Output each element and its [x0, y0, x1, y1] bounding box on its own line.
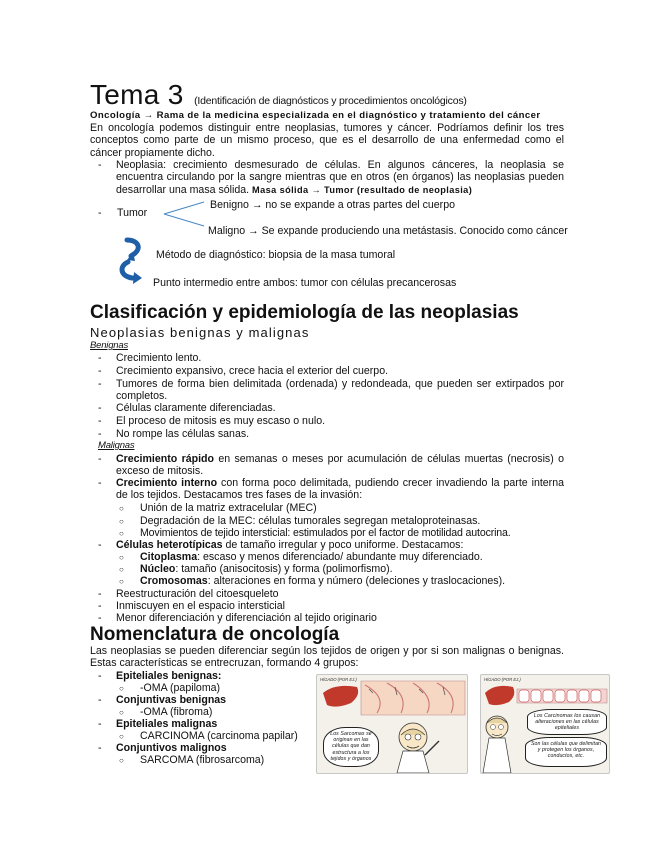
fase-item: Degradación de la MEC: células tumorales segregan metaloproteinasas.	[140, 515, 481, 527]
grupo-name: Epiteliales malignas	[116, 718, 218, 730]
branch-arrows-icon	[160, 198, 208, 230]
carcinoma-speech-bubble-1: Los Carcinomas los causan alteraciones en las células epiteliales	[527, 709, 607, 735]
heterotipicas-text: de tamaño irregular y poco uniforme. Destacamos:	[222, 539, 464, 551]
sarcoma-speech-bubble: Los Sarcomas se originan en las células que dan estructura a los tejidos y órganos	[323, 727, 379, 767]
sub-item	[140, 563, 393, 575]
heterotipicas-bold: Células heterotípicas	[116, 539, 223, 551]
dash-marker: -	[98, 694, 102, 706]
carcinoma-illustration	[480, 674, 610, 774]
dash-marker: -	[98, 453, 102, 465]
maligna-item: Reestructuración del citoesqueleto	[116, 588, 279, 600]
liver-tag: HÍGADO (POR EJ.)	[320, 677, 357, 682]
circle-bullet-icon: ○	[119, 708, 124, 717]
benignas-label: Benignas	[90, 340, 129, 351]
benigna-item: Tumores de forma bien delimitada (ordenada) y redondeada, que pueden ser extirpados por completos.	[116, 378, 564, 403]
page-subtitle: (Identificación de diagnósticos y procedimientos oncológicos)	[194, 95, 467, 107]
dash-marker: -	[98, 428, 102, 440]
maligna-item	[116, 539, 463, 551]
grupo-name: Conjuntivas benignas	[116, 694, 227, 706]
circle-bullet-icon: ○	[119, 756, 124, 765]
circle-bullet-icon: ○	[119, 732, 124, 741]
liver-tag: HÍGADO (POR EJ.)	[484, 677, 521, 682]
crec-rapido-bold: Crecimiento rápido	[116, 453, 214, 465]
fase-item: Movimientos de tejido intersticial: estimulados por el factor de motilidad autocrina.	[140, 527, 511, 539]
dash-marker: -	[98, 159, 102, 171]
circle-bullet-icon: ○	[119, 565, 124, 574]
grupo-name: Conjuntivos malignos	[116, 742, 227, 754]
maligna-item: Menor diferenciación y diferenciación al tejido originario	[116, 612, 377, 624]
masa-solida-text: Masa sólida → Tumor (resultado de neoplasia)	[252, 184, 473, 195]
dash-marker: -	[98, 612, 102, 624]
dash-marker: -	[98, 477, 102, 489]
dash-marker: -	[98, 378, 102, 390]
grupo-item: CARCINOMA (carcinoma papilar)	[140, 730, 298, 742]
neoplasia-item	[116, 159, 564, 196]
dash-marker: -	[98, 539, 102, 551]
curved-arrows-icon	[118, 236, 148, 296]
carcinoma-speech-bubble-2: Son las células que delimitan y protegen los órganos, conductos, etc.	[525, 737, 607, 767]
nucleo-bold: Núcleo	[140, 563, 176, 575]
crec-interno-bold: Crecimiento interno	[116, 477, 218, 489]
intro-paragraph: En oncología podemos distinguir entre neoplasias, tumores y cáncer. Podríamos definir los tres conceptos como parte de un mismo proceso, que es el desarrollo de una enfermedad como el cáncer propiamente dicho.	[90, 122, 564, 159]
citoplasma-bold: Citoplasma	[140, 551, 198, 563]
maligna-item: Inmiscuyen en el espacio intersticial	[116, 600, 285, 612]
benigna-item: Crecimiento lento.	[116, 352, 202, 364]
oncologia-definition: Oncología → Rama de la medicina especializada en el diagnóstico y tratamiento del cáncer	[90, 110, 541, 121]
dash-marker: -	[98, 207, 102, 219]
grupo-item: SARCOMA (fibrosarcoma)	[140, 754, 265, 766]
sub-item	[140, 551, 483, 563]
maligna-item	[116, 453, 564, 478]
metodo-text: Método de diagnóstico: biopsia de la masa tumoral	[156, 249, 396, 261]
maligna-item	[116, 477, 564, 502]
sarcoma-illustration	[316, 674, 468, 774]
punto-text: Punto intermedio entre ambos: tumor con células precancerosas	[153, 277, 457, 289]
benigna-item: Células claramente diferenciadas.	[116, 402, 276, 414]
cromosomas-text: : alteraciones en forma y número (deleciones y traslocaciones).	[207, 575, 506, 587]
grupo-item: -OMA (fibroma)	[140, 706, 213, 718]
circle-bullet-icon: ○	[119, 529, 124, 538]
dash-marker: -	[98, 670, 102, 682]
sub-item	[140, 575, 505, 587]
section-nomenclatura-heading: Nomenclatura de oncología	[90, 624, 340, 645]
cromosomas-bold: Cromosomas	[140, 575, 208, 587]
page-title: Tema 3	[90, 79, 184, 110]
circle-bullet-icon: ○	[119, 517, 124, 526]
citoplasma-text: : escaso y menos diferenciado/ abundante muy diferenciado.	[197, 551, 483, 563]
dash-marker: -	[98, 352, 102, 364]
circle-bullet-icon: ○	[119, 684, 124, 693]
grupo-name: Epiteliales benignas:	[116, 670, 222, 682]
benigna-item: Crecimiento expansivo, crece hacia el exterior del cuerpo.	[116, 365, 389, 377]
benigna-item: El proceso de mitosis es muy escaso o nulo.	[116, 415, 326, 427]
malignas-label: Malignas	[98, 440, 135, 451]
benigno-text: Benigno → no se expande a otras partes del cuerpo	[210, 199, 455, 211]
nucleo-text: : tamaño (anisocitosis) y forma (polimorfismo).	[175, 563, 393, 575]
circle-bullet-icon: ○	[119, 504, 124, 513]
benigna-item: No rompe las células sanas.	[116, 428, 250, 440]
circle-bullet-icon: ○	[119, 553, 124, 562]
circle-bullet-icon: ○	[119, 577, 124, 586]
fase-item: Unión de la matriz extracelular (MEC)	[140, 502, 317, 514]
maligno-text: Maligno → Se expande produciendo una metástasis. Conocido como cáncer	[208, 225, 568, 237]
dash-marker: -	[98, 365, 102, 377]
neoplasia-text: Neoplasia: crecimiento desmesurado de células. En algunos cánceres, la neoplasia se encuentra circulando por la sangre mientras que en otros (en órganos) las neoplasias pueden desarrollar una masa sólida.	[116, 159, 564, 196]
dash-marker: -	[98, 600, 102, 612]
dash-marker: -	[98, 588, 102, 600]
dash-marker: -	[98, 402, 102, 414]
section-clasificacion-heading: Clasificación y epidemiología de las neoplasias	[90, 302, 519, 323]
nomenclatura-intro: Las neoplasias se pueden diferenciar según los tejidos de origen y por si son malignas o benignas. Estas características se entrecruzan, formando 4 grupos:	[90, 645, 564, 670]
grupo-item: -OMA (papiloma)	[140, 682, 221, 694]
dash-marker: -	[98, 718, 102, 730]
dash-marker: -	[98, 742, 102, 754]
dash-marker: -	[98, 415, 102, 427]
neoplasias-subheading: Neoplasias benignas y malignas	[90, 325, 310, 340]
crec-interno-text: con forma poco delimitada, pudiendo crecer invadiendo la parte interna de los tejidos. Destacamos tres fases de la invasión:	[116, 477, 564, 502]
tumor-label: Tumor	[117, 207, 148, 219]
crec-rapido-text: en semanas o meses por acumulación de células muertas (necrosis) o exceso de mitosis.	[116, 453, 565, 478]
